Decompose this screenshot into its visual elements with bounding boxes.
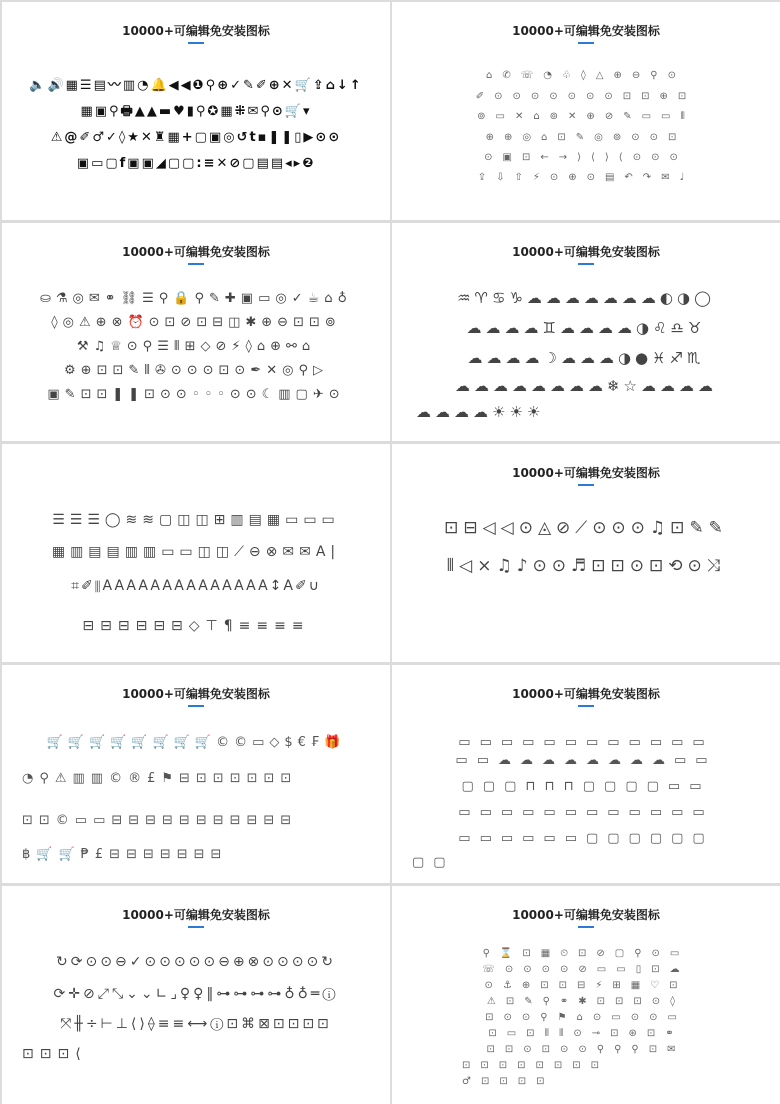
icon-row: ฿🛒🛒₱£⊟⊟⊟⊟⊟⊟⊟ [22, 847, 228, 862]
icon-row: ↻⟳⊙⊙⊖✓⊙⊙⊙⊙⊙⊖⊕⊗⊙⊙⊙⊙↻ [56, 954, 336, 970]
icon-row: ⊡⊡©▭▭⊟⊟⊟⊟⊟⊟⊟⊟⊟⊟⊟ [22, 813, 298, 828]
icon-row: ♒♈♋♑☁☁☁☁☁☁☁◐◑◯ [457, 289, 715, 307]
icon-row: ⊡⊡⊡⟨ [22, 1046, 87, 1062]
icon-row: 🔈🔊▦☰▤〰▥◔🔔◀◀❶⚲⊕✓✎✐⊕✕🛒⇪⌂↓↑ [29, 78, 363, 93]
slide-title: 10000+可编辑免安装图标 [512, 687, 660, 701]
icon-row: ⌗✐⦀AAAAAAAAAAAAAA↕A✐∪ [71, 578, 321, 594]
icon-row: ☁☁☁☁☽☁☁☁◑●♓♐♏ [467, 349, 705, 367]
icon-row: ⊡▭⊡⦀⦀⊙⊸⊡⊛⊡⚭ [488, 1028, 684, 1039]
icon-row: ⊡⊟◁◁⊙◬⊘⟋⊙⊙⊙♫⊡✎✎ [444, 518, 728, 538]
title-underline [188, 926, 204, 928]
icon-row: ⌂✆☏◔♧◊△⊕⊖⚲⊙ [485, 70, 686, 81]
title-underline [578, 926, 594, 928]
icon-row: ▢▢▢⊓⊓⊓▢▢▢▢▭▭ [461, 779, 711, 794]
icon-row: ▭▭▭▭▭▭▭▭▭▭▭▭ [458, 735, 714, 750]
slide-title: 10000+可编辑免安装图标 [122, 908, 270, 922]
title-underline [578, 263, 594, 265]
icon-row: ⚙⊕⊡⊡✎⦀✇⊙⊙⊙⊡⊙✒✕◎⚲▷ [64, 363, 328, 378]
title-underline [578, 705, 594, 707]
icon-row: ⚠⊡✎⚲⚭✱⊡⊡⊡⊙◊ [486, 996, 686, 1007]
icon-row: ⊚▭✕⌂⊚✕⊕⊘✎▭▭⦀ [477, 111, 695, 122]
slide-5[interactable] [2, 444, 390, 662]
icon-row: ◊◎⚠⊕⊗⏰⊙⊡⊘⊡⊟◫✱⊕⊖⊡⊡⊚ [51, 315, 341, 330]
slide-8[interactable] [392, 665, 780, 883]
slide-title: 10000+可编辑免安装图标 [122, 24, 270, 38]
icon-row: ▣✎⊡⊡❚❚⊡⊙⊙◦◦◦⊙⊙☾▥▢✈⊙ [47, 387, 345, 402]
icon-row: ⊙⚓⊕⊡⊡⊟⚡⊞▦♡⊡ [484, 980, 688, 991]
icon-row: ⊟⊟⊟⊟⊟⊟◇⊤¶≡≡≡≡ [82, 618, 310, 634]
icon-row: ☁☁☁☁☁☁☁☁❄☆☁☁☁☁ [454, 377, 717, 395]
icon-row: ⊡⊙⊙⚲⚑⌂⊙▭⊙⊙▭ [485, 1012, 687, 1023]
slide-title: 10000+可编辑免安装图标 [512, 466, 660, 480]
slide-1[interactable] [2, 2, 390, 220]
icon-row: ◔⚲⚠▥▥©®£⚑⊟⊡⊡⊡⊡⊡⊡ [22, 771, 298, 786]
icon-row: ☰☰☰◯≋≋▢◫◫⊞▥▤▦▭▭▭ [52, 512, 340, 528]
icon-row: ▭▭☁☁☁☁☁☁☁☁▭▭ [455, 753, 717, 768]
icon-row: ☁☁☁☁☀☀☀ [416, 403, 545, 421]
slide-6[interactable] [392, 444, 780, 662]
icon-row: ⚲⌛⊡▦⏲⊡⊘▢⚲⊙▭ [482, 948, 690, 959]
slide-title: 10000+可编辑免安装图标 [122, 245, 270, 259]
title-underline [578, 484, 594, 486]
title-underline [188, 705, 204, 707]
icon-row: ▦▣⚲🖶▲▲▬♥▮⚲✪▦⁜✉⚲⊙🛒▾ [80, 104, 312, 119]
icon-row: ▢▢ [412, 855, 455, 870]
icon-row: ♂⊡⊡⊡⊡ [462, 1076, 555, 1087]
icon-row: ⚠@✐♂✓◊★✕♜▦+▢▣◎↺t▪❚❚▯▶⊙⊙ [50, 130, 342, 145]
slide-3[interactable] [2, 223, 390, 441]
icon-row: ⊙▣⊡←→⟩⟨⟩⟨⊙⊙⊙ [484, 152, 688, 163]
icon-row: ⇪⇩⇧⚡⊙⊕⊙▤↶↷✉♩ [477, 172, 695, 183]
title-underline [188, 42, 204, 44]
icon-row: ⛀⚗◎✉⚭⛓☰⚲🔒⚲✎✚▣▭◎✓☕⌂♁ [39, 291, 353, 306]
slide-title: 10000+可编辑免安装图标 [512, 24, 660, 38]
icon-row: 🛒🛒🛒🛒🛒🛒🛒🛒©©▭◇$€₣🎁 [46, 735, 346, 750]
icon-row: ▭▭▭▭▭▭▭▭▭▭▭▭ [458, 805, 714, 820]
icon-row: ▦▥▤▤▥▥▭▭◫◫⟋⊖⊗✉✉A| [51, 544, 341, 560]
slide-4[interactable] [392, 223, 780, 441]
icon-row: ✐⊙⊙⊙⊙⊙⊙⊙⊡⊡⊕⊡ [475, 91, 697, 102]
slide-title: 10000+可编辑免安装图标 [512, 908, 660, 922]
title-underline [188, 263, 204, 265]
icon-row: ▣▭▢f▣▣◢▢▢:≡✕⊘▢▤▤◂▸❷ [76, 156, 316, 171]
icon-row: ▭▭▭▭▭▭▢▢▢▢▢▢ [458, 831, 714, 846]
slide-10[interactable] [392, 886, 780, 1104]
icon-row: ⊡⊡⊙⊡⊙⊙⚲⚲⚲⊡✉ [486, 1044, 686, 1055]
slide-7[interactable] [2, 665, 390, 883]
icon-row: ⤧╫÷⊢⊥⟨⟩⟠≡≡⟷ⓘ⊡⌘⊠⊡⊡⊡⊡ [60, 1016, 332, 1032]
icon-row: ⦀◁×♫♪⊙⊙♬⊡⊡⊙⊡⟲⊙⤨ [446, 556, 726, 576]
slide-9[interactable] [2, 886, 390, 1104]
slide-2[interactable] [392, 2, 780, 220]
slide-title: 10000+可编辑免安装图标 [122, 687, 270, 701]
slide-title: 10000+可编辑免安装图标 [512, 245, 660, 259]
icon-row: ⊕⊕◎⌂⊡✎◎⊚⊙⊙⊡ [485, 132, 687, 143]
title-underline [578, 42, 594, 44]
icon-row: ⚒♫♕⊙⚲☰⦀⊞◇⊘⚡◊⌂⊕⚯⌂ [76, 339, 316, 354]
icon-row: ⊡⊡⊡⊡⊡⊡⊡⊡ [462, 1060, 610, 1071]
icon-row: ☏⊙⊙⊙⊙⊘▭▭▯⊡☁ [482, 964, 690, 975]
icon-row: ⟳✛⊘⤢⤡⌄⌄∟⌟♀♀‖⊶⊶⊶⊶♁♁═ⓘ [53, 986, 339, 1002]
icon-row: ☁☁☁☁♊☁☁☁☁◑♌♎♉ [466, 319, 706, 337]
